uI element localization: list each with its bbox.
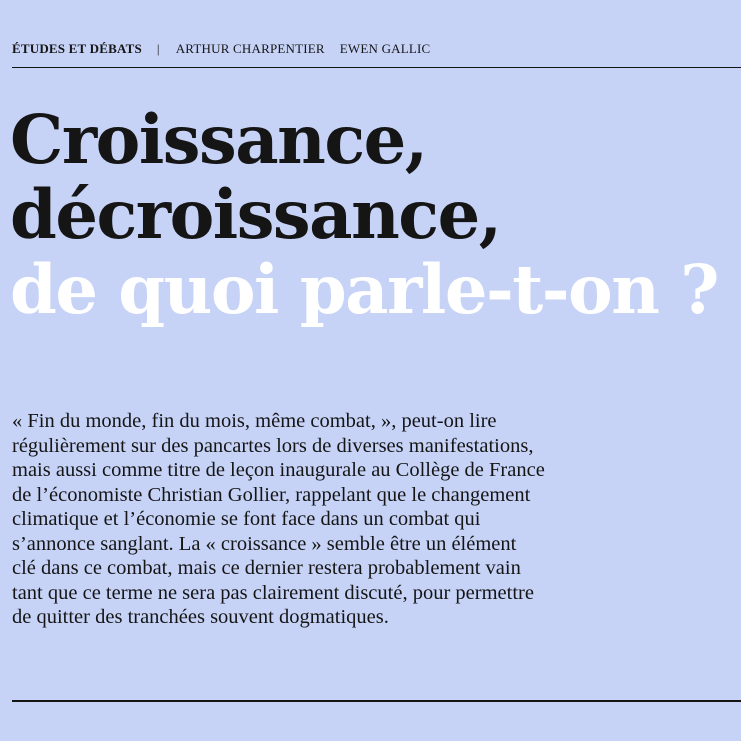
author-name[interactable]: EWEN GALLIC: [339, 41, 431, 56]
author-name[interactable]: ARTHUR CHARPENTIER: [175, 41, 325, 56]
intro-line: s’annonce sanglant. La « croissance » semble être un élément: [12, 532, 517, 555]
footer-divider: [12, 700, 741, 702]
title-line: Croissance,: [10, 100, 427, 179]
header-separator: |: [156, 41, 160, 56]
article-intro: [12, 409, 652, 630]
intro-line: clé dans ce combat, mais ce dernier restera probablement vain: [12, 557, 521, 579]
section-rubric[interactable]: ÉTUDES ET DÉBATS: [12, 41, 142, 56]
header-divider: [12, 67, 741, 68]
intro-line: régulièrement sur des pancartes lors de diverses manifestations,: [12, 434, 534, 457]
intro-line: de quitter des tranchées souvent dogmatiques.: [12, 606, 389, 628]
intro-line: tant que ce terme ne sera pas clairement discuté, pour permettre: [12, 581, 534, 604]
intro-line: climatique et l’économie se font face dans un combat qui: [12, 508, 481, 530]
intro-line: de l’économiste Christian Gollier, rappelant que le changement: [12, 483, 531, 506]
intro-line: « Fin du monde, fin du mois, même combat, », peut-on lire: [12, 410, 497, 432]
title-line: décroissance,: [10, 175, 501, 254]
intro-line: mais aussi comme titre de leçon inaugurale au Collège de France: [12, 459, 545, 481]
article-header: [12, 40, 430, 58]
article-title: [10, 102, 718, 327]
title-line-highlight: de quoi parle-t-on ?: [10, 250, 719, 329]
